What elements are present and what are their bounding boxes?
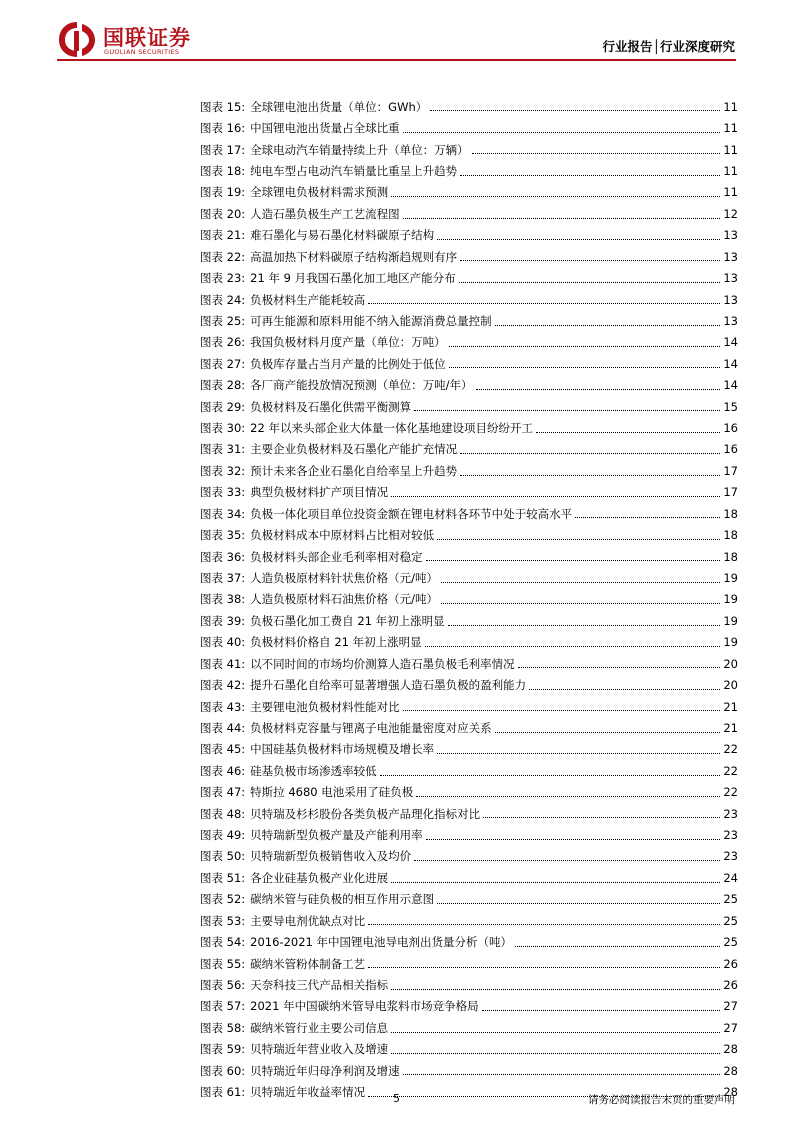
- toc-dot-leader: [482, 1010, 721, 1011]
- toc-dot-leader: [391, 496, 720, 497]
- report-type: 行业报告│行业深度研究: [602, 39, 735, 54]
- toc-entry[interactable]: [200, 374, 738, 395]
- toc-entry[interactable]: [200, 546, 738, 567]
- toc-dot-leader: [437, 239, 720, 240]
- company-logo: [57, 20, 207, 58]
- toc-entry-title: 人造负极原材料石油焦价格（元/吨）: [250, 592, 439, 607]
- toc-dot-leader: [403, 710, 721, 711]
- toc-entry[interactable]: [200, 96, 738, 117]
- toc-entry-title: 以不同时间的市场均价测算人造石墨负极毛利率情况: [250, 656, 515, 671]
- toc-entry[interactable]: [200, 996, 738, 1017]
- toc-dot-leader: [460, 260, 720, 261]
- toc-entry-page: 11: [723, 142, 738, 157]
- toc-entry-page: 11: [723, 99, 738, 114]
- toc-entry-label: 图表 38:: [200, 592, 246, 607]
- footer-disclaimer: 请务必阅读报告末页的重要声明: [588, 1094, 735, 1106]
- toc-entry[interactable]: [200, 332, 738, 353]
- toc-entry-label: 图表 18:: [200, 163, 246, 178]
- toc-entry-label: 图表 56:: [200, 978, 246, 992]
- toc-dot-leader: [416, 796, 720, 797]
- toc-entry[interactable]: [200, 589, 738, 610]
- toc-entry-page: 21: [723, 720, 738, 735]
- toc-dot-leader: [437, 753, 720, 754]
- toc-entry-label: 图表 57:: [200, 999, 246, 1014]
- toc-dot-leader: [495, 325, 721, 326]
- toc-entry[interactable]: [200, 974, 738, 995]
- toc-dot-leader: [448, 625, 721, 626]
- toc-entry[interactable]: [200, 889, 738, 910]
- toc-entry[interactable]: [200, 203, 738, 224]
- toc-entry-label: 图表 61:: [200, 1085, 246, 1100]
- toc-entry-page: 22: [723, 785, 738, 800]
- toc-entry-title: 主要锂电池负极材料性能对比: [250, 699, 400, 714]
- toc-entry-title: 负极材料克容量与锂离子电池能量密度对应关系: [250, 720, 492, 735]
- toc-entry-label: 图表 15:: [200, 99, 246, 114]
- toc-entry-label: 图表 48:: [200, 806, 246, 821]
- toc-entry-title: 2021 年中国碳纳米管导电浆料市场竞争格局: [250, 999, 479, 1014]
- toc-entry-title: 碳纳米管粉体制备工艺: [250, 956, 366, 971]
- toc-entry[interactable]: [200, 760, 738, 781]
- toc-entry[interactable]: [200, 353, 738, 374]
- toc-dot-leader: [380, 775, 721, 776]
- toc-entry[interactable]: [200, 225, 738, 246]
- toc-entry[interactable]: [200, 931, 738, 952]
- toc-dot-leader: [437, 903, 720, 904]
- toc-entry-title: 预计未来各企业石墨化自给率呈上升趋势: [250, 463, 458, 478]
- toc-entry-label: 图表 49:: [200, 828, 246, 843]
- toc-entry-page: 27: [723, 999, 738, 1014]
- toc-entry-page: 14: [723, 378, 738, 393]
- toc-dot-leader: [391, 196, 720, 197]
- toc-entry-title: 全球电动汽车销量持续上升（单位：万辆）: [250, 142, 469, 157]
- toc-dot-leader: [529, 689, 720, 690]
- toc-entry-page: 11: [723, 185, 738, 200]
- toc-entry-label: 图表 21:: [200, 228, 246, 243]
- toc-entry-label: 图表 47:: [200, 785, 246, 800]
- toc-entry-label: 图表 25:: [200, 313, 246, 328]
- toc-entry-page: 25: [723, 913, 738, 928]
- toc-entry[interactable]: [200, 503, 738, 524]
- toc-entry-page: 16: [723, 421, 738, 436]
- toc-entry-page: 25: [723, 935, 738, 950]
- toc-entry-page: 27: [723, 1020, 738, 1035]
- toc-entry-label: 图表 26:: [200, 335, 246, 350]
- toc-dot-leader: [536, 432, 720, 433]
- toc-entry-label: 图表 43:: [200, 699, 246, 714]
- toc-entry-page: 28: [723, 1063, 738, 1078]
- toc-dot-leader: [575, 517, 720, 518]
- toc-entry-label: 图表 37:: [200, 570, 246, 585]
- toc-entry[interactable]: [200, 1039, 738, 1060]
- toc-entry[interactable]: [200, 182, 738, 203]
- toc-entry[interactable]: [200, 824, 738, 845]
- toc-entry[interactable]: [200, 632, 738, 653]
- toc-entry-page: 13: [723, 271, 738, 286]
- toc-entry-page: 13: [723, 228, 738, 243]
- toc-entry-label: 图表 55:: [200, 956, 246, 971]
- toc-entry-title: 贝特瑞新型负极产量及产能利用率: [250, 828, 423, 843]
- toc-entry-page: 19: [723, 592, 738, 607]
- toc-entry-page: 23: [723, 849, 738, 864]
- toc-entry-title: 碳纳米管行业主要公司信息: [250, 1020, 389, 1035]
- logo-chinese-name: 国联证券: [103, 26, 191, 50]
- toc-entry-title: 负极库存量占当月产量的比例处于低位: [250, 356, 446, 371]
- toc-entry-title: 各厂商产能投放情况预测（单位：万吨/年）: [250, 378, 473, 393]
- toc-entry-label: 图表 45:: [200, 742, 246, 757]
- toc-dot-leader: [391, 1032, 720, 1033]
- toc-entry-page: 15: [723, 399, 738, 414]
- toc-entry[interactable]: [200, 310, 738, 331]
- toc-entry[interactable]: [200, 267, 738, 288]
- toc-entry[interactable]: [200, 803, 738, 824]
- toc-entry-title: 中国硅基负极材料市场规模及增长率: [250, 742, 435, 757]
- toc-entry-label: 图表 17:: [200, 142, 246, 157]
- toc-entry-label: 图表 16:: [200, 121, 246, 136]
- toc-entry-label: 图表 60:: [200, 1063, 246, 1078]
- toc-dot-leader: [403, 132, 721, 133]
- toc-entry-title: 我国负极材料月度产量（单位：万吨）: [250, 335, 446, 350]
- toc-entry-page: 18: [723, 528, 738, 543]
- toc-entry-label: 图表 33:: [200, 485, 246, 500]
- toc-entry[interactable]: [200, 139, 738, 160]
- toc-dot-leader: [426, 839, 721, 840]
- toc-entry[interactable]: [200, 653, 738, 674]
- toc-entry-label: 图表 51:: [200, 870, 246, 885]
- toc-entry-label: 图表 52:: [200, 892, 246, 907]
- toc-entry-page: 21: [723, 699, 738, 714]
- toc-entry[interactable]: [200, 910, 738, 931]
- toc-entry-title: 贝特瑞近年营业收入及增速: [250, 1042, 389, 1057]
- toc-entry[interactable]: [200, 846, 738, 867]
- toc-entry-title: 负极材料生产能耗较高: [250, 292, 366, 307]
- toc-entry-title: 典型负极材料扩产项目情况: [250, 485, 389, 500]
- toc-dot-leader: [460, 175, 720, 176]
- guolian-logo-icon: [57, 20, 97, 58]
- toc-entry-label: 图表 54:: [200, 935, 246, 950]
- toc-dot-leader: [391, 989, 720, 990]
- toc-entry-title: 人造石墨负极生产工艺流程图: [250, 206, 400, 221]
- toc-entry-page: 19: [723, 613, 738, 628]
- toc-dot-leader: [476, 389, 721, 390]
- toc-entry-title: 硅基负极市场渗透率较低: [250, 763, 377, 778]
- toc-entry-page: 13: [723, 292, 738, 307]
- toc-entry[interactable]: [200, 482, 738, 503]
- toc-dot-leader: [368, 924, 720, 925]
- toc-dot-leader: [483, 817, 720, 818]
- figure-list: [200, 96, 738, 1103]
- toc-dot-leader: [515, 946, 720, 947]
- toc-entry-label: 图表 32:: [200, 463, 246, 478]
- toc-dot-leader: [391, 882, 720, 883]
- toc-entry-page: 20: [723, 656, 738, 671]
- toc-dot-leader: [472, 153, 721, 154]
- toc-entry-title: 天奈科技三代产品相关指标: [250, 978, 389, 992]
- toc-entry-label: 图表 53:: [200, 913, 246, 928]
- toc-entry-label: 图表 50:: [200, 849, 246, 864]
- toc-entry-page: 25: [723, 892, 738, 907]
- toc-entry[interactable]: [200, 739, 738, 760]
- toc-entry-title: 全球锂电池出货量（单位：GWh）: [250, 99, 428, 114]
- toc-dot-leader: [368, 967, 720, 968]
- toc-dot-leader: [459, 282, 721, 283]
- toc-entry-page: 17: [723, 463, 738, 478]
- header-divider: [57, 59, 736, 61]
- toc-entry-title: 负极材料及石墨化供需平衡测算: [250, 399, 412, 414]
- toc-entry-label: 图表 34:: [200, 506, 246, 521]
- toc-entry[interactable]: [200, 417, 738, 438]
- toc-entry-page: 18: [723, 549, 738, 564]
- toc-dot-leader: [368, 303, 720, 304]
- toc-entry-label: 图表 40:: [200, 635, 246, 650]
- page-number: 5: [393, 1092, 400, 1105]
- toc-entry-page: 13: [723, 313, 738, 328]
- toc-entry-title: 人造负极原材料针状焦价格（元/吨）: [250, 570, 439, 585]
- toc-entry-title: 主要企业负极材料及石墨化产能扩充情况: [250, 442, 458, 457]
- toc-entry-label: 图表 31:: [200, 442, 246, 457]
- toc-entry-title: 负极材料成本中原材料占比相对较低: [250, 528, 435, 543]
- toc-entry-title: 21 年 9 月我国石墨化加工地区产能分布: [250, 271, 456, 286]
- toc-entry-page: 17: [723, 485, 738, 500]
- toc-entry[interactable]: [200, 460, 738, 481]
- toc-entry-label: 图表 27:: [200, 356, 246, 371]
- toc-entry-page: 14: [723, 356, 738, 371]
- toc-entry-label: 图表 46:: [200, 763, 246, 778]
- toc-entry[interactable]: [200, 567, 738, 588]
- toc-entry-label: 图表 36:: [200, 549, 246, 564]
- toc-entry-page: 11: [723, 163, 738, 178]
- toc-entry[interactable]: [200, 1060, 738, 1081]
- toc-entry-label: 图表 19:: [200, 185, 246, 200]
- toc-entry[interactable]: [200, 1017, 738, 1038]
- toc-entry-page: 14: [723, 335, 738, 350]
- toc-entry-page: 18: [723, 506, 738, 521]
- toc-entry-page: 23: [723, 806, 738, 821]
- toc-entry-title: 各企业硅基负极产业化进展: [250, 870, 389, 885]
- toc-entry-page: 23: [723, 828, 738, 843]
- toc-entry-label: 图表 39:: [200, 613, 246, 628]
- toc-entry-title: 贝特瑞新型负极销售收入及均价: [250, 849, 412, 864]
- logo-english-name: GUOLIAN SECURITIES: [104, 48, 180, 56]
- toc-entry-title: 22 年以来头部企业大体量一体化基地建设项目纷纷开工: [250, 421, 533, 436]
- toc-entry-title: 可再生能源和原料用能不纳入能源消费总量控制: [250, 313, 492, 328]
- toc-dot-leader: [426, 560, 721, 561]
- toc-entry-title: 2016-2021 年中国锂电池导电剂出货量分析（吨）: [250, 935, 513, 950]
- toc-entry[interactable]: [200, 717, 738, 738]
- toc-entry-title: 负极材料价格自 21 年初上涨明显: [250, 635, 422, 650]
- toc-dot-leader: [495, 732, 721, 733]
- toc-dot-leader: [449, 367, 721, 368]
- toc-entry-page: 11: [723, 121, 738, 136]
- toc-entry-page: 24: [723, 870, 738, 885]
- toc-entry-label: 图表 41:: [200, 656, 246, 671]
- toc-entry[interactable]: [200, 396, 738, 417]
- toc-dot-leader: [460, 453, 720, 454]
- toc-entry-page: 19: [723, 570, 738, 585]
- toc-dot-leader: [449, 346, 721, 347]
- toc-dot-leader: [437, 539, 720, 540]
- toc-entry[interactable]: [200, 246, 738, 267]
- toc-entry-label: 图表 58:: [200, 1020, 246, 1035]
- toc-dot-leader: [403, 1074, 721, 1075]
- toc-dot-leader: [518, 667, 721, 668]
- toc-dot-leader: [441, 582, 720, 583]
- toc-dot-leader: [414, 410, 720, 411]
- toc-entry-page: 26: [723, 956, 738, 971]
- toc-entry-title: 碳纳米管与硅负极的相互作用示意图: [250, 892, 435, 907]
- toc-entry[interactable]: [200, 524, 738, 545]
- toc-entry-title: 提升石墨化自给率可显著增强人造石墨负极的盈利能力: [250, 678, 527, 693]
- toc-entry[interactable]: [200, 953, 738, 974]
- toc-entry-title: 中国锂电池出货量占全球比重: [250, 121, 400, 136]
- toc-entry-label: 图表 42:: [200, 678, 246, 693]
- toc-entry[interactable]: [200, 160, 738, 181]
- toc-entry-label: 图表 29:: [200, 399, 246, 414]
- toc-entry-page: 12: [723, 206, 738, 221]
- toc-dot-leader: [391, 1053, 720, 1054]
- toc-entry-label: 图表 59:: [200, 1042, 246, 1057]
- toc-entry-title: 贝特瑞及杉杉股份各类负极产品理化指标对比: [250, 806, 481, 821]
- toc-entry-page: 20: [723, 678, 738, 693]
- toc-entry[interactable]: [200, 867, 738, 888]
- toc-entry-label: 图表 22:: [200, 249, 246, 264]
- toc-entry-label: 图表 24:: [200, 292, 246, 307]
- toc-entry[interactable]: [200, 782, 738, 803]
- toc-entry-label: 图表 44:: [200, 720, 246, 735]
- toc-entry-label: 图表 20:: [200, 206, 246, 221]
- toc-entry-page: 19: [723, 635, 738, 650]
- toc-entry[interactable]: [200, 610, 738, 631]
- toc-entry[interactable]: [200, 439, 738, 460]
- toc-entry-page: 28: [723, 1042, 738, 1057]
- toc-dot-leader: [414, 860, 720, 861]
- toc-dot-leader: [425, 646, 721, 647]
- toc-entry-title: 高温加热下材料碳原子结构渐趋规则有序: [250, 249, 458, 264]
- toc-entry[interactable]: [200, 696, 738, 717]
- toc-entry-page: 22: [723, 742, 738, 757]
- toc-entry-title: 特斯拉 4680 电池采用了硅负极: [250, 785, 414, 800]
- toc-entry-page: 16: [723, 442, 738, 457]
- toc-entry-label: 图表 30:: [200, 421, 246, 436]
- toc-entry-page: 26: [723, 978, 738, 992]
- toc-entry-label: 图表 28:: [200, 378, 246, 393]
- toc-dot-leader: [430, 110, 720, 111]
- toc-entry-page: 22: [723, 763, 738, 778]
- toc-entry[interactable]: [200, 289, 738, 310]
- toc-entry-title: 主要导电剂优缺点对比: [250, 913, 366, 928]
- toc-entry-label: 图表 23:: [200, 271, 246, 286]
- toc-entry-title: 贝特瑞近年归母净利润及增速: [250, 1063, 400, 1078]
- toc-entry-title: 全球锂电负极材料需求预测: [250, 185, 389, 200]
- toc-entry-page: 28: [723, 1085, 738, 1100]
- toc-entry-title: 负极一体化项目单位投资金额在锂电材料各环节中处于较高水平: [250, 506, 573, 521]
- toc-entry-title: 纯电车型占电动汽车销量比重呈上升趋势: [250, 163, 458, 178]
- toc-entry-label: 图表 35:: [200, 528, 246, 543]
- toc-entry-title: 负极石墨化加工费自 21 年初上涨明显: [250, 613, 445, 628]
- toc-dot-leader: [441, 603, 720, 604]
- toc-entry[interactable]: [200, 674, 738, 695]
- toc-entry-title: 负极材料头部企业毛利率相对稳定: [250, 549, 423, 564]
- toc-entry-title: 贝特瑞近年收益率情况: [250, 1085, 366, 1100]
- toc-entry[interactable]: [200, 117, 738, 138]
- toc-dot-leader: [403, 218, 721, 219]
- toc-entry-page: 13: [723, 249, 738, 264]
- toc-entry-title: 难石墨化与易石墨化材料碳原子结构: [250, 228, 435, 243]
- toc-dot-leader: [460, 475, 720, 476]
